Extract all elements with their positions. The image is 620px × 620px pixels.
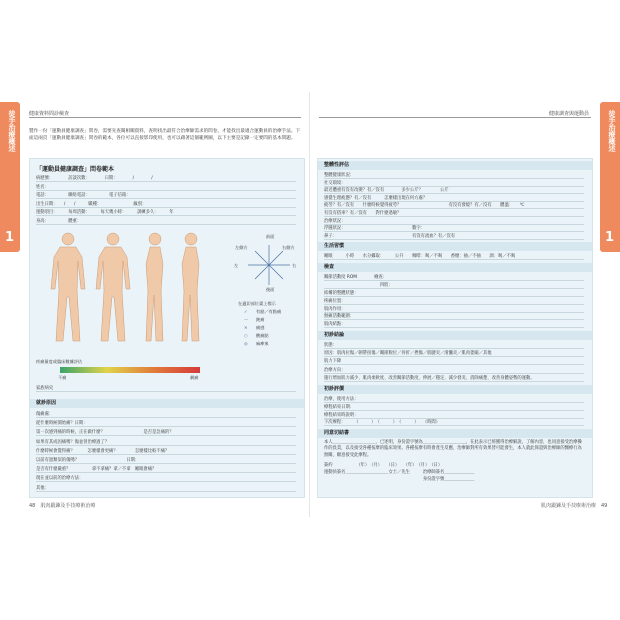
chapter-tab-left (0, 102, 20, 252)
initial-conclusion-head: 初診結論 (318, 331, 592, 340)
exam-line (324, 319, 584, 320)
exam-row: 肌肉作用： (324, 306, 346, 312)
body-front-figure (51, 233, 85, 341)
initial-review-line (324, 425, 584, 426)
survey-form-right (317, 158, 593, 498)
form-field-row: 運動項目： 每周活動： 每天幾小時： 訓練多久： 年 (36, 210, 174, 215)
initial-conclusion-line (324, 381, 584, 382)
complaint-line (36, 491, 296, 492)
initial-conclusion-line (324, 356, 584, 357)
complaint-row: 傷痛處： (36, 412, 54, 417)
exam-row: 結構的整體狀態： (324, 291, 359, 296)
form-field-line (36, 207, 296, 208)
compass-left-side-label: 左側方 (235, 245, 248, 250)
complaint-line (36, 445, 296, 446)
lifestyle-head: 生活習慣 (318, 242, 592, 251)
exam-row: 四肢： (324, 283, 393, 289)
overall-eval-row: 鼻子： 有沒有流血？有／沒有 (324, 233, 456, 239)
family-history-line (36, 391, 296, 392)
initial-review-row: 療程結束日期： (324, 404, 355, 410)
pain-scale-bar (60, 367, 200, 373)
initial-conclusion-row: 治療方向： (324, 367, 346, 373)
complaint-row: 是否有什麼嚴重？ 拿不拿痛？拿／不拿 睡眠會痛？ (36, 467, 157, 473)
signature-row: 簽約 （年） （月） （日） （年） （月） （日） (324, 463, 443, 469)
intro-paragraph: 製作一份「運動員健康調查」問卷，需要先查閱相關資料，查明找出最符合治療師需求的問卷。才能找出最適合運動員的治療手法。下面這兩頁「運動員健康調查」問卷的範本，各位可以直接影印使用，也可以藉著這個範例圖，以下主要是記錄一定要問的基本問題。 (29, 129, 301, 141)
complaint-line (36, 417, 296, 418)
legend-symbol: ✓ (244, 309, 248, 314)
overall-eval-row: 整體健康狀況： (324, 173, 355, 178)
form-title: 「運動員健康調查」問卷範本 (36, 166, 115, 173)
body-side-right-figure (146, 233, 163, 341)
legend-symbol: ✕ (244, 325, 248, 330)
initial-conclusion-line (324, 364, 584, 365)
chapter-number-right: 1 (605, 230, 615, 245)
form-field-line (36, 224, 296, 225)
form-field-row: 病歷號： 訪談次數： 日期： / / (36, 176, 153, 181)
initial-conclusion-line (324, 373, 584, 374)
exam-row: 肌肉結點： (324, 322, 346, 328)
pain-scale-low-label: 不痛 (58, 375, 67, 380)
folio-left: 48 肌肉鍛鍊及手技療術治療 (29, 503, 96, 509)
overall-eval-line (324, 239, 584, 240)
initial-conclusion-row: 肌力下降 (324, 359, 342, 365)
legend-symbol: 〰 (244, 317, 249, 322)
exam-line (324, 327, 584, 328)
chapter-tab-label: 徒手治療概述 (8, 110, 16, 152)
overall-eval-head: 整體性評估 (318, 161, 592, 170)
overall-eval-row: 有沒有搭車？有／沒有 對什麼過敏？ (324, 211, 402, 216)
chapter-tab-label-right: 徒手治療概述 (608, 110, 616, 152)
form-field-line (36, 198, 296, 199)
running-head-left: 健康資料問診檢查 (29, 111, 70, 117)
exam-row: 無痛活動範圍： (324, 314, 355, 320)
complaint-row: 以前有過類似的傷嗎？ 日期： (36, 458, 140, 463)
exam-line (324, 304, 584, 305)
complaint-row: 第一次感到痛的時候，正在做什麼？ 是否是急痛的？ (36, 430, 174, 436)
complaint-line (36, 454, 296, 455)
overall-eval-line (324, 216, 584, 217)
exam-row: 疼痛位置： (324, 298, 346, 304)
exam-line (324, 312, 584, 313)
compass-west-label: 左 (234, 263, 239, 268)
overall-eval-line (324, 178, 584, 179)
compass-back-label: 後面 (266, 287, 275, 292)
complaint-row: 什麼時候會覺得痛？ 怎麼樣會更痛？ 怎麼樣比較不痛？ (36, 448, 170, 454)
legend-label: 鈍痛 (256, 317, 265, 322)
complaint-line (36, 472, 296, 473)
initial-conclusion-row: 狀態： (324, 343, 337, 348)
form-field-line (36, 215, 296, 216)
form-field-line (36, 190, 296, 191)
overall-eval-row: 社交環境： (324, 180, 346, 186)
complaint-section-head: 就診原因 (30, 399, 304, 408)
chapter-tab-right (600, 102, 620, 252)
overall-eval-row: 疲勞？有／沒有 什麼時候覺得疲勞？ 有沒有發燒？有／沒有 體溫： ℃ (324, 203, 525, 209)
complaint-line (36, 463, 296, 464)
initial-review-line (324, 402, 584, 403)
body-back-figure (96, 233, 130, 341)
compass-east-label: 右 (292, 263, 297, 268)
consent-head: 同意切結書 (318, 429, 592, 438)
survey-form-left (29, 158, 305, 498)
signature-row: 運動員簽名＿＿＿＿＿＿＿＿＿＿女士／先生 治療師簽名＿＿＿＿＿＿＿ (324, 470, 475, 476)
exam-line (324, 288, 584, 289)
legend-title: 在適切部位畫上標示 (238, 301, 276, 306)
form-field-row: 身高： 體重： (36, 218, 82, 224)
initial-review-head: 初診評價 (318, 385, 592, 394)
legend-label: 痛感 (256, 325, 265, 330)
signature-row: 身份證字號＿＿＿＿＿＿＿ (324, 477, 475, 483)
folio-right: 肌肉鍛鍊及手技療術治療 49 (541, 503, 608, 509)
header-rule-right (319, 117, 591, 118)
consent-text: 本人＿＿＿＿＿＿＿＿＿＿，已述明，身份證字號為＿＿＿＿＿＿＿＿＿＿，在此表示已經獲得治療解說，了解內容，也同意接受治療操作的負責，以及接受各種按摩的臨床效果。各種按摩有時會產生反應，治療師對所有效果皆可能發生，本人就此保證與治療師的醫療行為無關，願意接受此療程。 (324, 440, 582, 458)
overall-eval-row: 最近體重有沒有改變？有／沒有 多少公斤？ 公斤 (324, 188, 449, 194)
exam-line (324, 296, 584, 297)
initial-review-row: 療程結束時說明： (324, 412, 359, 418)
initial-conclusion-row: 施行增加肌力減少、肌肉柔軟度、改善關節活動度、伸展／穩定、減少發炎、消除痛楚、改善身體姿勢的運動。 (324, 375, 535, 381)
body-chart (38, 229, 238, 354)
form-field-row: 電話： 聯絡電話： 電子信箱： (36, 193, 131, 198)
family-history-label: 家族病史 (36, 386, 54, 391)
lifestyle-line (324, 259, 584, 260)
legend-symbol: ◎ (244, 341, 248, 346)
legend-label: 有點／有點痛 (256, 309, 282, 314)
legend-label: 麻痺來 (256, 341, 269, 346)
overall-eval-row: 浮腫狀況： 數字： (324, 226, 425, 232)
complaint-line (36, 426, 296, 427)
form-field-line (36, 181, 296, 182)
complaint-line (36, 481, 296, 482)
complaint-row: 其他： (36, 485, 49, 491)
complaint-line (36, 435, 296, 436)
pain-scale-title: 疼痛量度或臨床數據評估 (36, 359, 83, 364)
overall-eval-row: 感覺生理疲憊？有／沒有 怎麼樣出現在何方處？ (324, 195, 428, 201)
initial-review-line (324, 410, 584, 411)
complaint-row: 如果有其成因痛嗎？傷並曾治療過了？ (36, 439, 110, 445)
book-spread (5, 92, 616, 517)
form-field-row: 出生日期： / / 職種： 級別： (36, 201, 147, 207)
running-head-right: 健康調查與運動員 (549, 111, 590, 117)
overall-eval-row: 治療狀況： (324, 218, 346, 224)
initial-review-row: 治療，使用方法： (324, 397, 359, 402)
lifestyle-row: 睡眠 小時 水分攝取： 公升 咖啡：喝／不喝 香煙：抽／不抽 酒：喝／不喝 (324, 254, 516, 260)
chapter-number: 1 (5, 230, 15, 245)
compass-front-label: 前面 (266, 234, 275, 239)
gutter (309, 92, 310, 517)
form-field-row: 姓名： (36, 184, 49, 190)
exam-head: 檢查 (318, 263, 592, 272)
header-rule-left (29, 117, 301, 118)
legend-label: 酸痛點 (256, 333, 269, 338)
compass-right-side-label: 右側方 (282, 245, 295, 250)
legend-symbol: ○ (244, 333, 248, 338)
initial-conclusion-row: 原因：肌肉拉傷／韌帶扭傷／關節脫位／骨折／挫傷／肌腱炎／滑囊炎／肌肉萎縮／其他 (324, 351, 492, 357)
complaint-row: 從什麼時候開始痛？日期： (36, 421, 88, 427)
complaint-row: 現在並以前的治療方法： (36, 476, 84, 482)
exam-row: 關節活動度 ROM 檢查： (324, 275, 388, 281)
initial-conclusion-line (324, 348, 584, 349)
pain-scale-high-label: 劇痛 (190, 375, 199, 380)
body-side-left-figure (182, 233, 199, 341)
initial-review-row: 下次療程： （ ） （ ） （ ） （時間） (324, 420, 441, 426)
